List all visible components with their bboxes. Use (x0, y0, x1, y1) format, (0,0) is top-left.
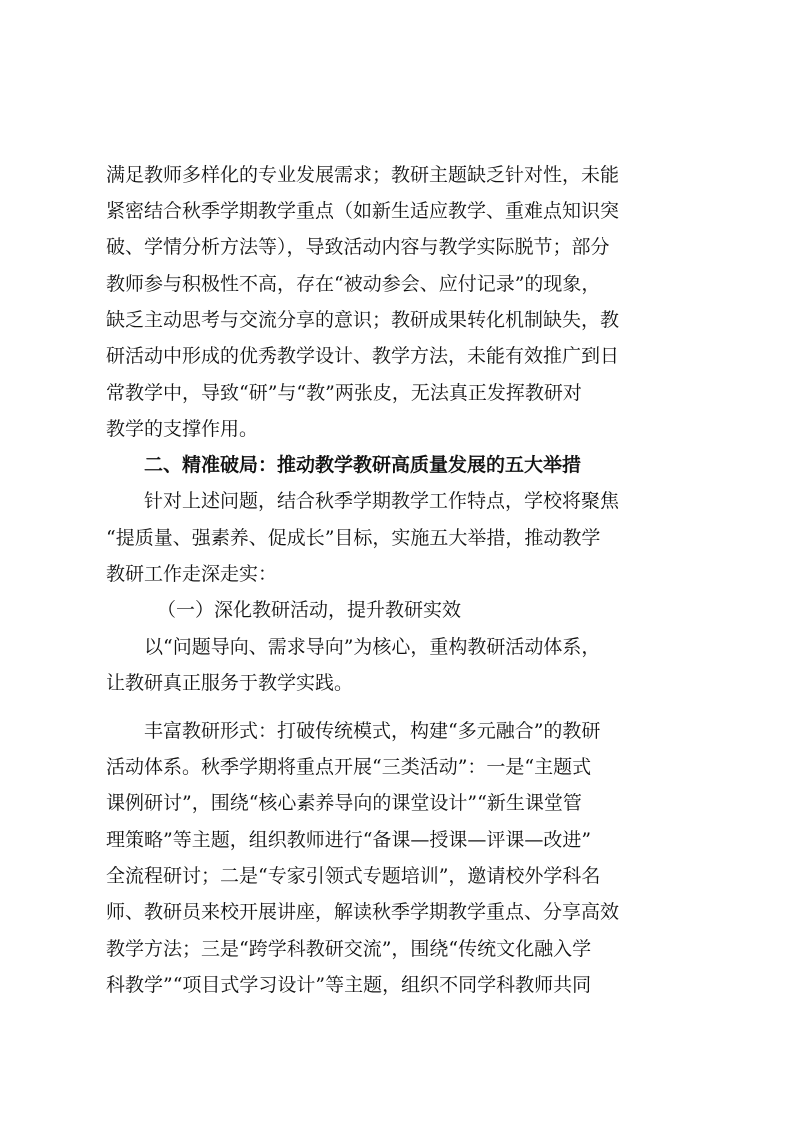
body-text-line: 破、学情分析方法等），导致活动内容与教学实际脱节；部分 (106, 236, 610, 258)
body-text-line: 活动体系。秋季学期将重点开展“三类活动”：一是“主题式 (106, 756, 592, 778)
body-text-line: 全流程研讨；二是“专家引领式专题培训”，邀请校外学科名 (106, 865, 601, 887)
paragraph-first-line: 针对上述问题，结合秋季学期教学工作特点，学校将聚焦 (144, 490, 620, 512)
body-text-line: 师、教研员来校开展讲座，解读秋季学期教学重点、分享高效 (106, 901, 620, 923)
body-text-line: 教学的支撑作用。 (106, 418, 259, 440)
subsection-heading: （一）深化教研活动，提升教研实效 (157, 599, 462, 621)
body-text-line: 教学方法；三是“跨学科教研交流”，围绕“传统文化融入学 (106, 938, 592, 960)
paragraph-first-line: 丰富教研形式：打破传统模式，构建“多元融合”的教研 (144, 720, 601, 742)
body-text-line: 让教研真正服务于教学实践。 (106, 672, 354, 694)
body-text-line: 教师参与积极性不高，存在“被动参会、应付记录”的现象， (106, 273, 601, 295)
body-text-line: 科教学”“项目式学习设计”等主题，组织不同学科教师共同 (106, 974, 592, 996)
body-text-line: 常教学中，导致“研”与“教”两张皮，无法真正发挥教研对 (106, 382, 582, 404)
section-heading: 二、精准破局：推动教学教研高质量发展的五大举措 (144, 454, 582, 476)
body-text-line: 教研工作走深走实： (106, 563, 278, 585)
body-text-line: 课例研讨”，围绕“核心素养导向的课堂设计”“新生课堂管 (106, 792, 582, 814)
body-text-line: 满足教师多样化的专业发展需求；教研主题缺乏针对性，未能 (106, 164, 620, 186)
body-text-line: 理策略”等主题，组织教师进行“备课—授课—评课—改进” (106, 829, 592, 851)
body-text-line: 缺乏主动思考与交流分享的意识；教研成果转化机制缺失，教 (106, 309, 620, 331)
body-text-line: “提质量、强素养、促成长”目标，实施五大举措，推动教学 (106, 527, 601, 549)
body-text-line: 研活动中形成的优秀教学设计、教学方法，未能有效推广到日 (106, 345, 620, 367)
body-text-line: 紧密结合秋季学期教学重点（如新生适应教学、重难点知识突 (106, 200, 620, 222)
paragraph-first-line: 以“问题导向、需求导向”为核心，重构教研活动体系， (144, 636, 601, 658)
